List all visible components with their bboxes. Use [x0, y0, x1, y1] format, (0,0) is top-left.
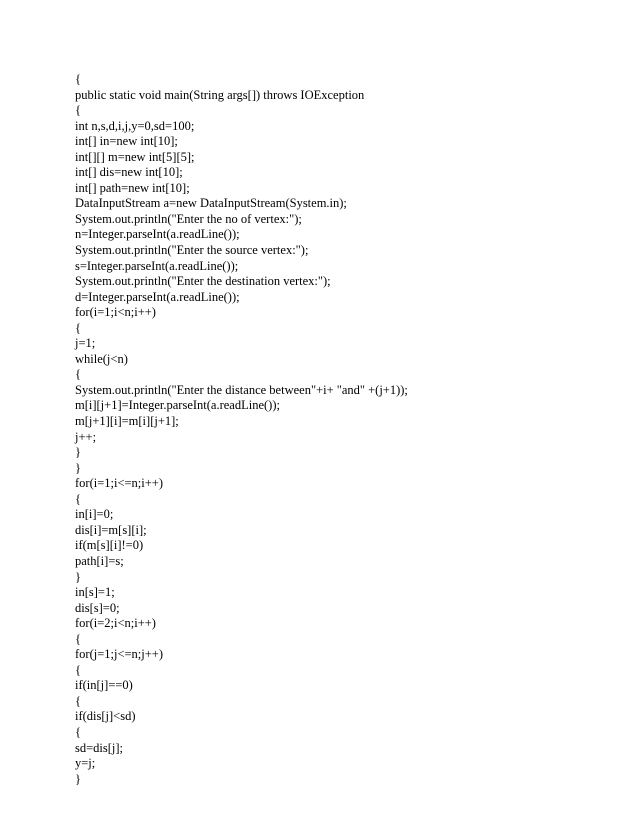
code-line: m[i][j+1]=Integer.parseInt(a.readLine()); — [75, 398, 280, 413]
code-line: m[j+1][i]=m[i][j+1]; — [75, 414, 179, 429]
code-line: { — [75, 491, 81, 506]
code-line: while(j<n) — [75, 351, 128, 366]
code-line: { — [75, 103, 81, 118]
code-line: n=Integer.parseInt(a.readLine()); — [75, 227, 240, 242]
code-line: dis[i]=m[s][i]; — [75, 522, 147, 537]
code-line: d=Integer.parseInt(a.readLine()); — [75, 289, 240, 304]
code-line: { — [75, 724, 81, 739]
code-line: sd=dis[j]; — [75, 740, 124, 755]
code-listing — [75, 72, 408, 787]
code-line: { — [75, 367, 81, 382]
code-line: System.out.println("Enter the no of vertex:"); — [75, 211, 302, 226]
code-line: System.out.println("Enter the distance between"+i+ "and" +(j+1)); — [75, 382, 408, 397]
code-line: for(i=1;i<n;i++) — [75, 305, 156, 320]
code-line: } — [75, 569, 81, 584]
code-line: int n,s,d,i,j,y=0,sd=100; — [75, 118, 195, 133]
code-line: j++; — [75, 429, 97, 444]
code-line: public static void main(String args[]) throws IOException — [75, 87, 365, 102]
code-line: { — [75, 662, 81, 677]
code-line: { — [75, 693, 81, 708]
code-line: path[i]=s; — [75, 553, 124, 568]
code-line: int[] dis=new int[10]; — [75, 165, 183, 180]
code-line: int[] in=new int[10]; — [75, 134, 178, 149]
code-line: System.out.println("Enter the source vertex:"); — [75, 243, 309, 258]
code-line: if(dis[j]<sd) — [75, 709, 136, 724]
code-line: y=j; — [75, 756, 96, 771]
code-line: in[s]=1; — [75, 585, 115, 600]
code-line: { — [75, 320, 81, 335]
code-line: } — [75, 460, 81, 475]
code-line: int[] path=new int[10]; — [75, 180, 190, 195]
code-line: j=1; — [75, 336, 96, 351]
code-line: for(j=1;j<=n;j++) — [75, 647, 164, 662]
code-line: DataInputStream a=new DataInputStream(System.in); — [75, 196, 347, 211]
code-line: } — [75, 771, 81, 786]
code-line: dis[s]=0; — [75, 600, 120, 615]
code-line: } — [75, 445, 81, 460]
code-line: if(m[s][i]!=0) — [75, 538, 144, 553]
code-line: { — [75, 72, 81, 86]
code-line: s=Integer.parseInt(a.readLine()); — [75, 258, 239, 273]
code-line: if(in[j]==0) — [75, 678, 133, 693]
code-line: in[i]=0; — [75, 507, 114, 522]
code-line: int[][] m=new int[5][5]; — [75, 149, 195, 164]
code-line: System.out.println("Enter the destination vertex:"); — [75, 274, 331, 289]
code-line: for(i=2;i<n;i++) — [75, 616, 156, 631]
code-line: { — [75, 631, 81, 646]
code-line: for(i=1;i<=n;i++) — [75, 476, 164, 491]
